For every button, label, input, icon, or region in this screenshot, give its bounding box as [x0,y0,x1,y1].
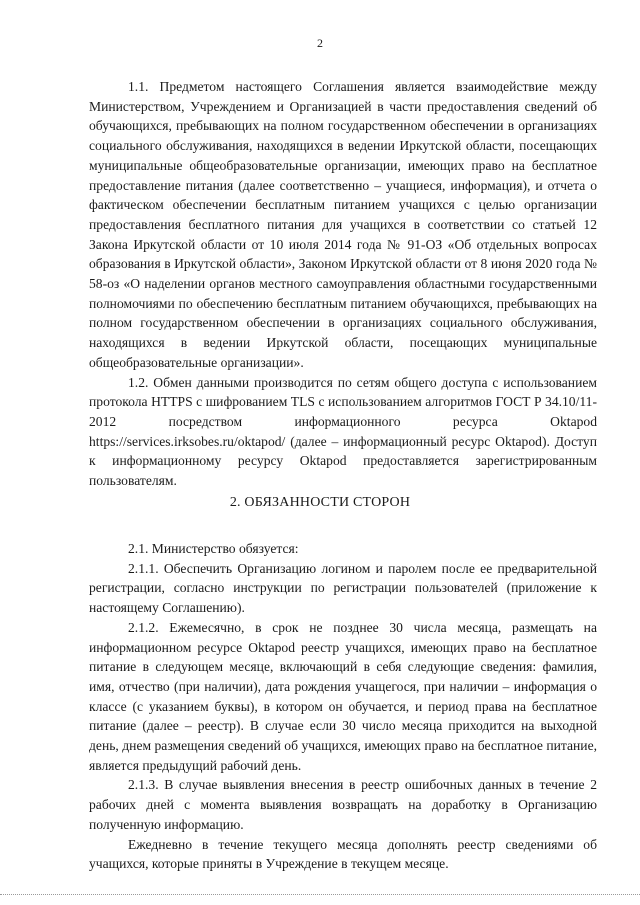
paragraph-1-2: 1.2. Обмен данными производится по сетям общего доступа с использованием протокола HTTPS с шифрованием TLS с использованием алгоритмов ГОСТ Р 34.10/11-2012 посредством информационного ресурса Oktapod https://services.irksobes.ru/oktapod/ (далее – информационный ресурс Oktapod). Доступ к информационному ресурсу Oktapod предоставляется зарегистрированным пользователям. [89,374,597,489]
paragraph-1-1: 1.1. Предметом настоящего Соглашения является взаимодействие между Министерством, Учреждением и Организацией в части предоставления сведений об обучающихся, пребывающих на полном государственном обеспечении в организациях социального обслуживания, находящихся в ведении Иркутской области, посещающих муниципальные общеобразовательные организации, имеющих право на бесплатное предоставление питания (далее соответственно – учащиеся, информация), и отчета о фактическом обеспечении бесплатным питанием учащихся с целью организации предоставления бесплатного питания для учащихся в соответствии со статьей 12 Закона Иркутской области от 10 июля 2014 года № 91-ОЗ «Об отдельных вопросах образования в Иркутской области», Законом Иркутской области от 8 июня 2020 года № 58-оз «О наделении органов местного самоуправления областными государственными полномочиями по обеспечению бесплатным питанием обучающихся, пребывающих на полном государственном обеспечении в организациях социального обслуживания, находящихся в ведении Иркутской области, посещающих муниципальные общеобразовательные организации». [89,79,597,370]
page-number: 2 [317,36,323,50]
paragraph-2-1-3: 2.1.3. В случае выявления внесения в реестр ошибочных данных в течение 2 рабочих дней с момента выявления возвращать на доработку в Организацию полученную информацию. [89,777,597,832]
paragraph-2-1: 2.1. Министерство обязуется: [128,541,299,556]
section-2-heading: 2. ОБЯЗАННОСТИ СТОРОН [229,495,411,510]
paragraph-daily-update: Ежедневно в течение текущего месяца дополнять реестр сведениями об учащихся, которые приняты в Учреждение в текущем месяце. [89,836,597,872]
page-bottom-divider [0,894,640,896]
paragraph-2-1-1: 2.1.1. Обеспечить Организацию логином и паролем после ее предварительной регистрации, согласно инструкции по регистрации пользователей (приложение к настоящему Соглашению). [89,560,597,616]
paragraph-2-1-2: 2.1.2. Ежемесячно, в срок не позднее 30 числа месяца, размещать на информационном ресурсе Oktapod реестр учащихся, имеющих право на бесплатное питание в следующем месяце, включающий в себя следующие сведения: фамилия, имя, отчество (при наличии), дата рождения учащегося, при наличии – информация о классе (с указанием буквы), в котором он обучается, и период права на бесплатное питание (далее – реестр). В случае если 30 число месяца приходится на выходной день, днем размещения сведений об учащихся, имеющих право на бесплатное питание, является предыдущий рабочий день. [89,619,597,773]
section-2-body [89,539,597,874]
section-1-body [89,77,597,491]
